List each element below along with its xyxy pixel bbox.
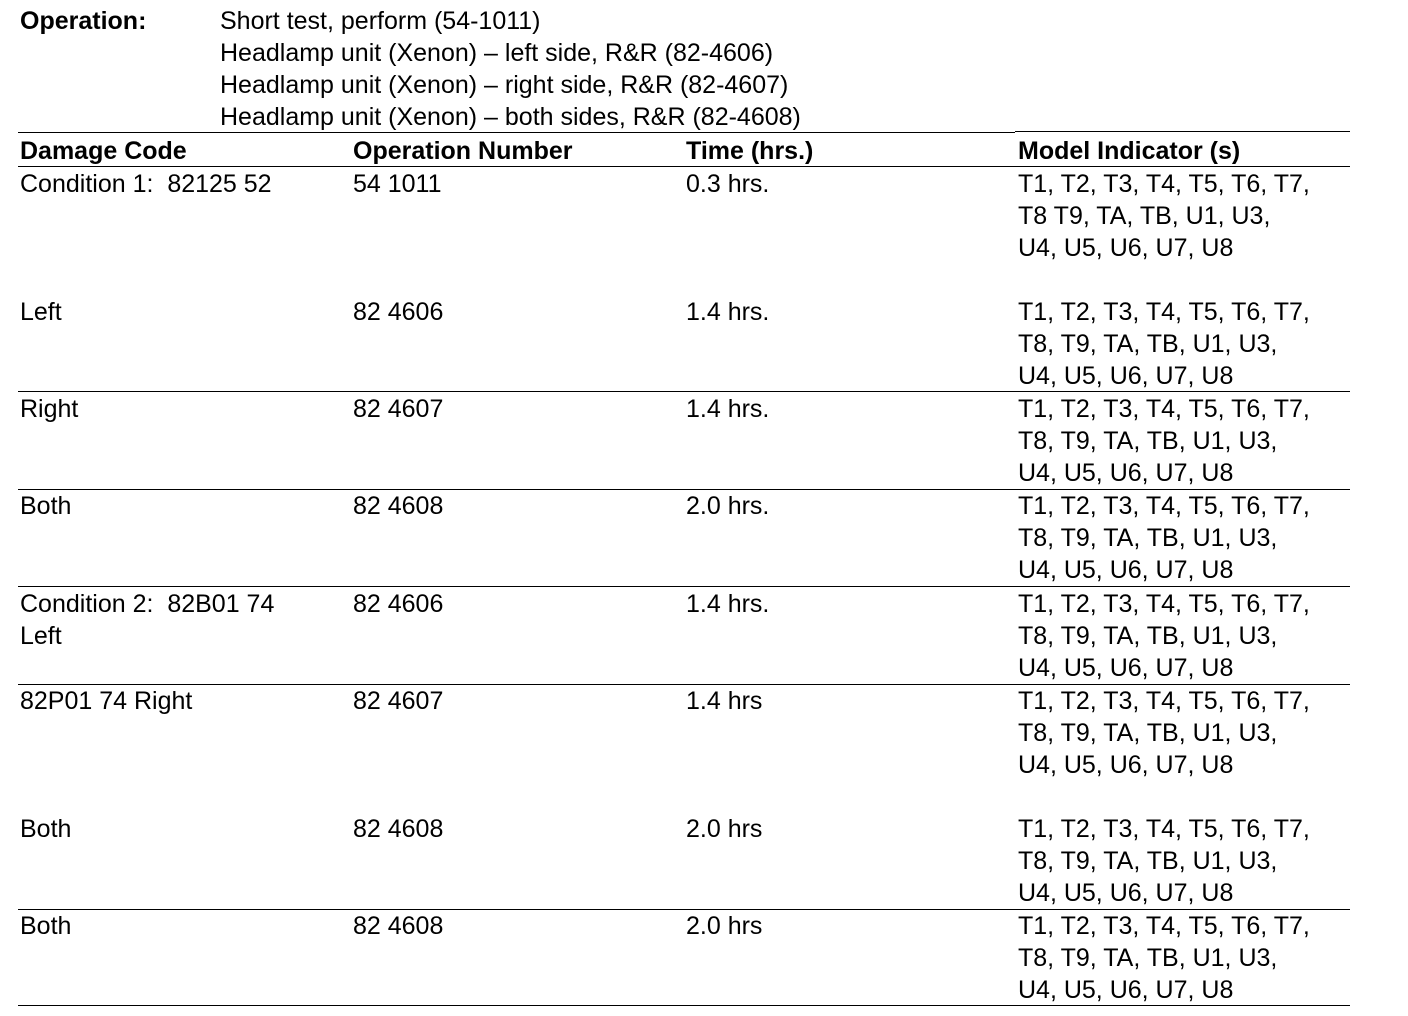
- table-cell-model-indicator: T1, T2, T3, T4, T5, T6, T7, T8 T9, TA, TB, U1, U3, U4, U5, U6, U7, U8: [1018, 170, 1310, 262]
- header-underline: [18, 166, 1350, 167]
- table-cell-time: 2.0 hrs.: [686, 492, 770, 520]
- column-header-time: Time (hrs.): [686, 137, 814, 165]
- table-cell-model-indicator: T1, T2, T3, T4, T5, T6, T7, T8, T9, TA, TB, U1, U3, U4, U5, U6, U7, U8: [1018, 298, 1310, 390]
- operation-line: Headlamp unit (Xenon) – left side, R&R (82-4606): [220, 39, 774, 67]
- column-header-model-indicator: Model Indicator (s): [1018, 137, 1241, 165]
- row-divider: [18, 586, 1350, 587]
- table-cell-time: 1.4 hrs.: [686, 298, 770, 326]
- operation-line: Headlamp unit (Xenon) – right side, R&R (82-4607): [220, 71, 789, 99]
- table-cell-damage-code: Both: [20, 912, 72, 940]
- table-cell-time: 0.3 hrs.: [686, 170, 770, 198]
- table-cell-damage-code: Condition 1: 82125 52: [20, 170, 272, 198]
- table-cell-operation-number: 54 1011: [353, 170, 442, 198]
- table-top-rule: [18, 132, 1015, 133]
- table-cell-operation-number: 82 4608: [353, 492, 444, 520]
- table-cell-damage-code: Right: [20, 395, 79, 423]
- table-cell-model-indicator: T1, T2, T3, T4, T5, T6, T7, T8, T9, TA, TB, U1, U3, U4, U5, U6, U7, U8: [1018, 815, 1310, 907]
- row-divider: [18, 391, 1350, 392]
- table-cell-damage-code: 82P01 74 Right: [20, 687, 193, 715]
- table-top-rule-right: [1015, 131, 1350, 132]
- operation-line: Headlamp unit (Xenon) – both sides, R&R (82-4608): [220, 103, 801, 131]
- table-cell-time: 1.4 hrs.: [686, 590, 770, 618]
- table-cell-time: 2.0 hrs: [686, 815, 763, 843]
- operation-label: Operation:: [20, 7, 147, 35]
- table-cell-operation-number: 82 4606: [353, 590, 444, 618]
- table-cell-operation-number: 82 4608: [353, 912, 444, 940]
- table-cell-time: 1.4 hrs: [686, 687, 763, 715]
- table-cell-model-indicator: T1, T2, T3, T4, T5, T6, T7, T8, T9, TA, TB, U1, U3, U4, U5, U6, U7, U8: [1018, 492, 1310, 584]
- table-cell-model-indicator: T1, T2, T3, T4, T5, T6, T7, T8, T9, TA, TB, U1, U3, U4, U5, U6, U7, U8: [1018, 912, 1310, 1004]
- table-cell-operation-number: 82 4607: [353, 687, 444, 715]
- table-cell-damage-code: Condition 2: 82B01 74 Left: [20, 590, 275, 650]
- column-header-damage-code: Damage Code: [20, 137, 187, 165]
- table-cell-operation-number: 82 4608: [353, 815, 444, 843]
- column-header-operation-number: Operation Number: [353, 137, 573, 165]
- table-cell-damage-code: Both: [20, 815, 72, 843]
- table-bottom-rule: [18, 1005, 1350, 1006]
- table-cell-model-indicator: T1, T2, T3, T4, T5, T6, T7, T8, T9, TA, TB, U1, U3, U4, U5, U6, U7, U8: [1018, 687, 1310, 779]
- table-cell-damage-code: Both: [20, 492, 72, 520]
- table-cell-model-indicator: T1, T2, T3, T4, T5, T6, T7, T8, T9, TA, TB, U1, U3, U4, U5, U6, U7, U8: [1018, 590, 1310, 682]
- table-cell-model-indicator: T1, T2, T3, T4, T5, T6, T7, T8, T9, TA, TB, U1, U3, U4, U5, U6, U7, U8: [1018, 395, 1310, 487]
- table-cell-time: 1.4 hrs.: [686, 395, 770, 423]
- operation-line: Short test, perform (54-1011): [220, 7, 541, 35]
- table-cell-operation-number: 82 4606: [353, 298, 444, 326]
- table-cell-damage-code: Left: [20, 298, 62, 326]
- table-cell-operation-number: 82 4607: [353, 395, 444, 423]
- table-cell-time: 2.0 hrs: [686, 912, 763, 940]
